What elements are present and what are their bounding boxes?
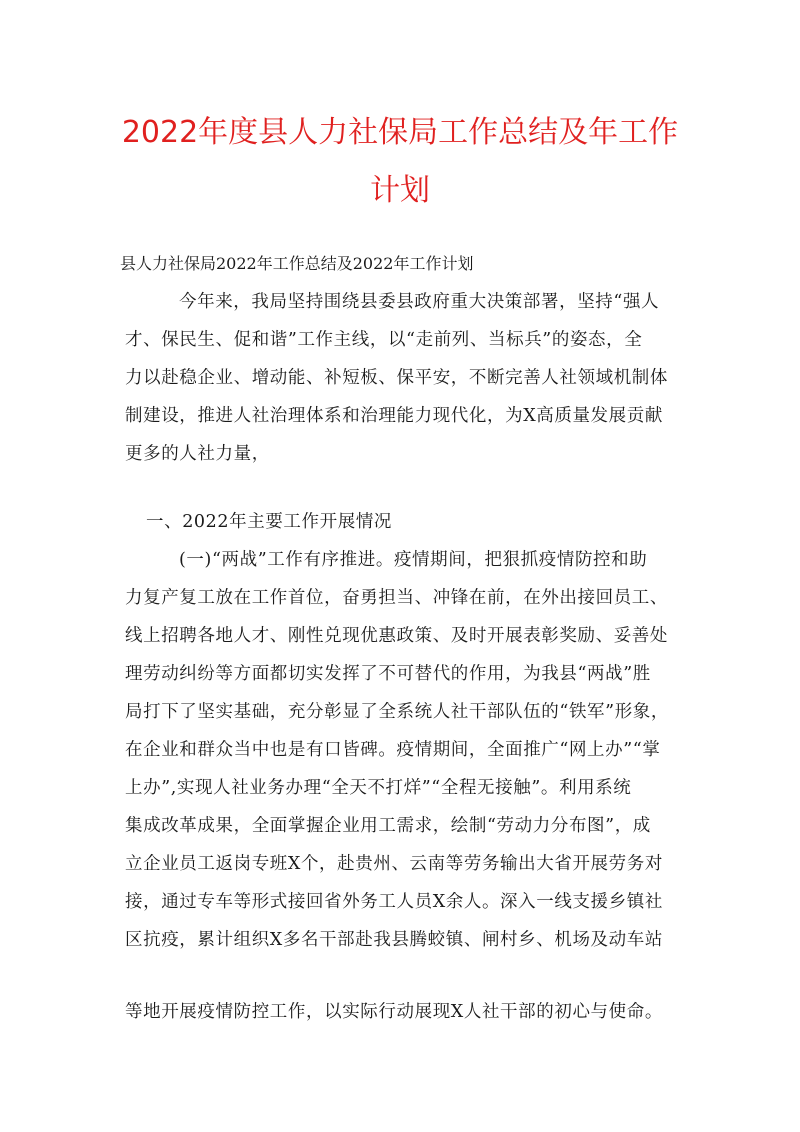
body-line: 今年来，我局坚持围绕县委县政府重大决策部署，坚持“强人 [179, 292, 660, 312]
body-line: 接，通过专车等形式接回省外务工人员X余人。深入一线支援乡镇社 [125, 892, 663, 912]
body-line: 力复产复工放在工作首位，奋勇担当、冲锋在前，在外出接回员工、 [125, 588, 668, 608]
body-line: 上办”,实现人社业务办理“全天不打烊”“全程无接触”。利用系统 [125, 778, 632, 798]
body-line: 理劳动纠纷等方面都切实发挥了不可替代的作用，为我县“两战”胜 [125, 664, 651, 684]
title-line-2: 计划 [370, 173, 430, 208]
body-line: 在企业和群众当中也是有口皆碑。疫情期间，全面推广“网上办”“掌 [125, 740, 661, 760]
document-title [80, 104, 720, 220]
body-line: 更多的人社力量， [125, 444, 270, 464]
body-line: 线上招聘各地人才、刚性兑现优惠政策、及时开展表彰奖励、妥善处 [125, 626, 668, 646]
section-heading: 一、2022年主要工作开展情况 [146, 512, 393, 532]
body-line: (一)“两战”工作有序推进。疫情期间，把狠抓疫情防控和助 [179, 550, 648, 570]
document-subtitle: 县人力社保局2022年工作总结及2022年工作计划 [120, 254, 474, 273]
body-line: 区抗疫，累计组织X多名干部赴我县腾蛟镇、闸村乡、机场及动车站 [125, 930, 663, 950]
title-line-1: 2022年度县人力社保局工作总结及年工作 [121, 115, 679, 150]
body-line: 才、保民生、促和谐”工作主线，以“走前列、当标兵”的姿态，全 [125, 330, 643, 350]
body-line: 等地开展疫情防控工作，以实际行动展现X人社干部的初心与使命。 [125, 1002, 663, 1022]
body-line: 局打下了坚实基础，充分彰显了全系统人社干部队伍的“铁军”形象， [125, 702, 669, 722]
body-line: 集成改革成果，全面掌握企业用工需求，绘制“劳动力分布图”，成 [125, 816, 651, 836]
body-line: 力以赴稳企业、增动能、补短板、保平安，不断完善人社领域机制体 [125, 368, 668, 388]
body-line: 制建设，推进人社治理体系和治理能力现代化，为X高质量发展贡献 [125, 406, 663, 426]
body-line: 立企业员工返岗专班X个，赴贵州、云南等劳务输出大省开展劳务对 [125, 854, 663, 874]
